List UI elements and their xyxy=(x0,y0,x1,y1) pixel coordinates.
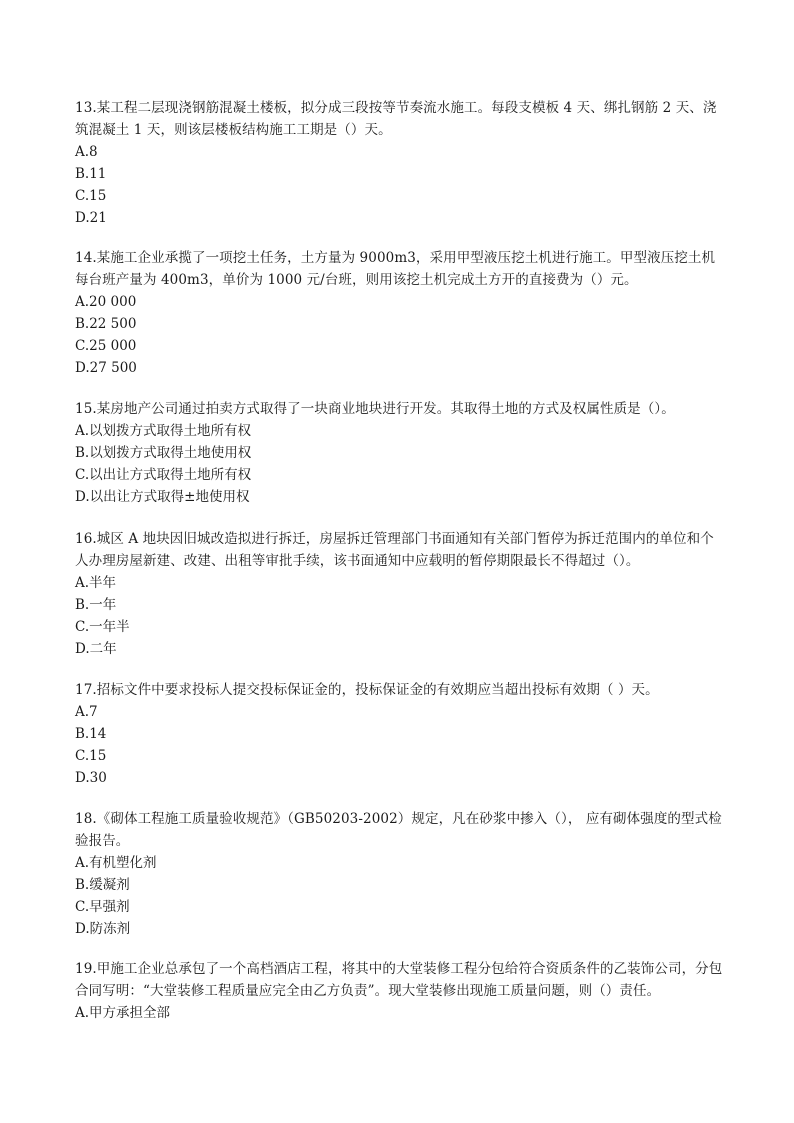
option-c: C.一年半 xyxy=(75,619,130,635)
option-c: C.25 000 xyxy=(75,338,137,354)
option-b: B.11 xyxy=(75,166,107,182)
question-text: 15.某房地产公司通过拍卖方式取得了一块商业地块进行开发。其取得土地的方式及权属性质是（）。 xyxy=(75,401,675,417)
question-16 xyxy=(75,528,725,660)
option-a: A.甲方承担全部 xyxy=(75,1005,171,1021)
question-text: 13.某工程二层现浇钢筋混凝土楼板，拟分成三段按等节奏流水施工。每段支模板 4 天、绑扎钢筋 2 天、浇筑混凝土 1 天，则该层楼板结构施工工期是（）天。 xyxy=(75,100,717,138)
question-17 xyxy=(75,679,725,789)
option-b: B.14 xyxy=(75,726,107,742)
option-a: A.以划拨方式取得土地所有权 xyxy=(75,423,252,439)
question-text: 16.城区 A 地块因旧城改造拟进行拆迁，房屋拆迁管理部门书面通知有关部门暂停为拆迁范围内的单位和个人办理房屋新建、改建、出租等审批手续，该书面通知中应载明的暂停期限最长不得超过（）。 xyxy=(75,531,714,569)
question-13 xyxy=(75,97,725,229)
question-18 xyxy=(75,808,725,940)
question-19 xyxy=(75,958,725,1024)
option-b: B.缓凝剂 xyxy=(75,877,130,893)
option-a: A.20 000 xyxy=(75,294,137,310)
option-d: D.21 xyxy=(75,210,107,226)
question-14 xyxy=(75,247,725,379)
option-d: D.防冻剂 xyxy=(75,921,131,937)
question-15 xyxy=(75,398,725,508)
option-d: D.二年 xyxy=(75,641,117,657)
option-a: A.7 xyxy=(75,704,98,720)
option-d: D.30 xyxy=(75,770,107,786)
option-a: A.有机塑化剂 xyxy=(75,855,157,871)
option-b: B.以划拨方式取得土地使用权 xyxy=(75,445,252,461)
question-text: 19.甲施工企业总承包了一个高档酒店工程，将其中的大堂装修工程分包给符合资质条件的乙装饰公司，分包合同写明：“大堂装修工程质量应完全由乙方负责”。现大堂装修出现施工质量问题，则（）责任。 xyxy=(75,961,723,999)
option-d: D.以出让方式取得±地使用权 xyxy=(75,489,250,505)
option-c: C.以出让方式取得土地所有权 xyxy=(75,467,252,483)
option-c: C.早强剂 xyxy=(75,899,130,915)
question-text: 14.某施工企业承揽了一项挖土任务，土方量为 9000m3，采用甲型液压挖土机进行施工。甲型液压挖土机每台班产量为 400m3，单价为 1000 元/台班，则用该挖土机完成土方开的直接费为（）元。 xyxy=(75,250,716,288)
option-a: A.8 xyxy=(75,144,98,160)
option-a: A.半年 xyxy=(75,575,117,591)
question-text: 18.《砌体工程施工质量验收规范》（GB50203-2002）规定，凡在砂浆中掺入（）， 应有砌体强度的型式检验报告。 xyxy=(75,811,722,849)
question-text: 17.招标文件中要求投标人提交投标保证金的，投标保证金的有效期应当超出投标有效期（ ）天。 xyxy=(75,682,659,698)
option-d: D.27 500 xyxy=(75,360,137,376)
option-c: C.15 xyxy=(75,188,107,204)
option-c: C.15 xyxy=(75,748,107,764)
option-b: B.22 500 xyxy=(75,316,137,332)
option-b: B.一年 xyxy=(75,597,117,613)
